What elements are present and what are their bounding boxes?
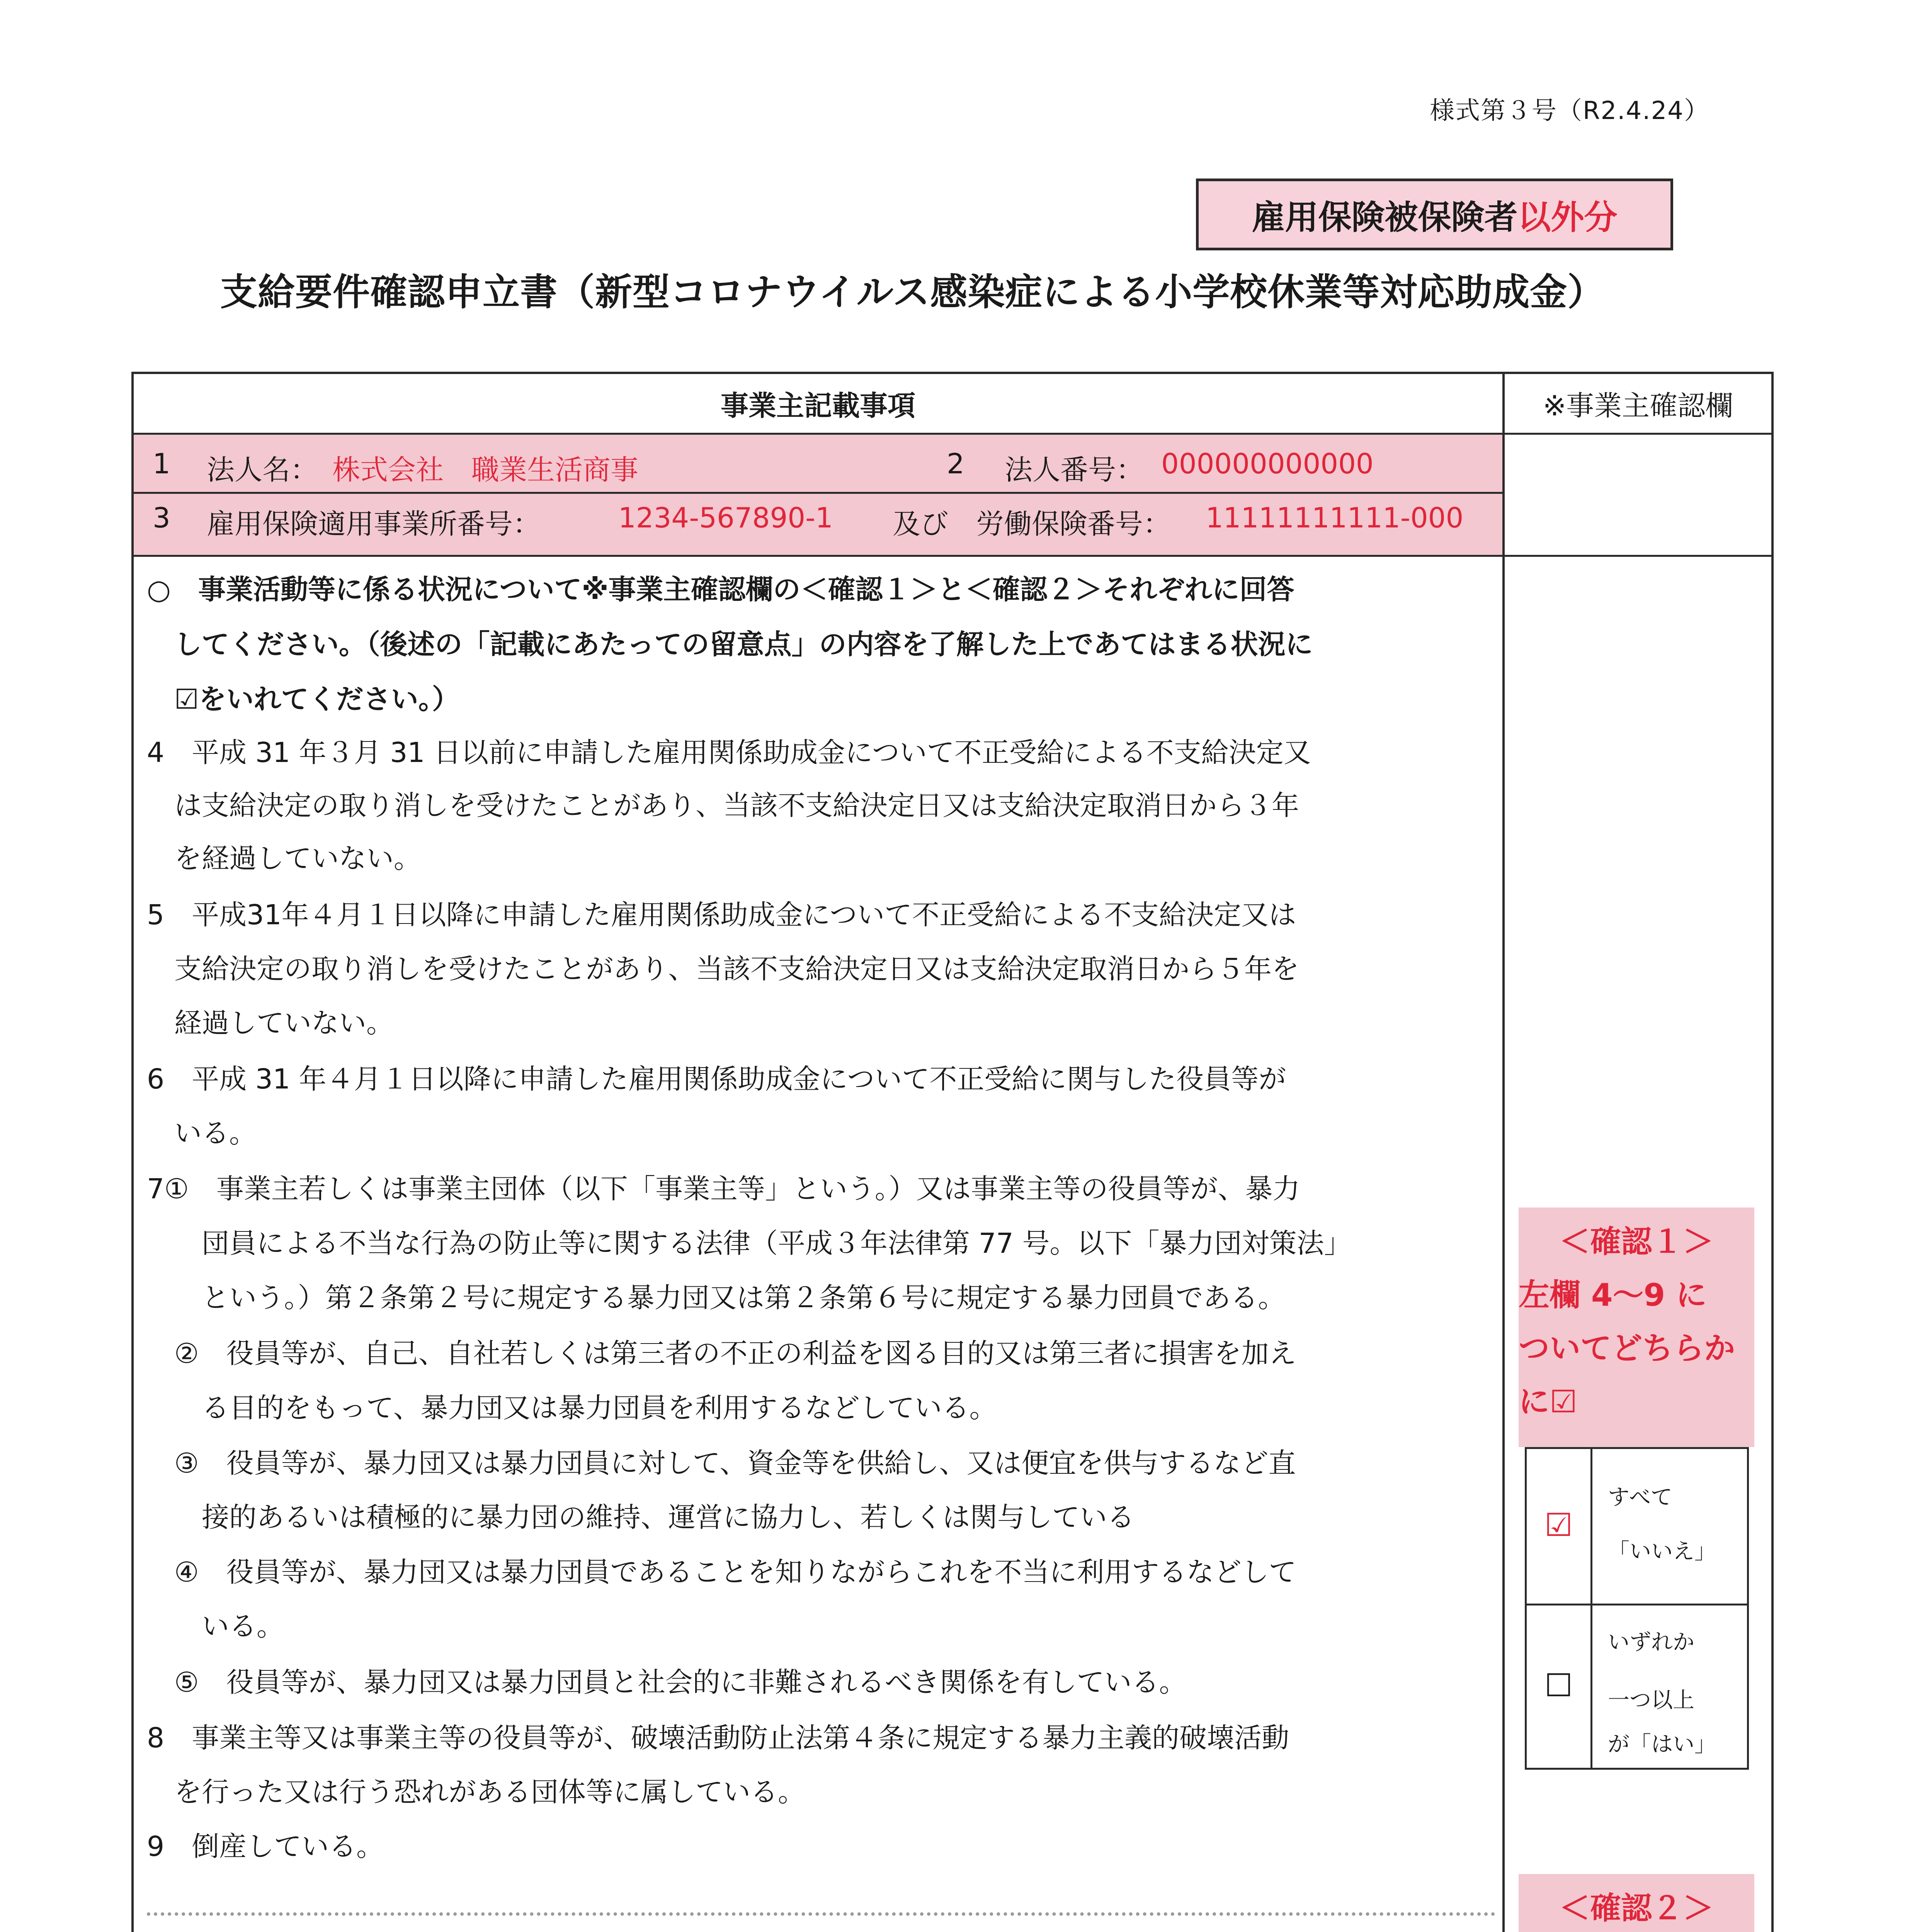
corporate-number-label: 法人番号： [1005, 454, 1144, 486]
item-line: る目的をもって、暴力団又は暴力団員を利用するなどしている。 [147, 1392, 997, 1424]
item-line: ③ 役員等が、暴力団又は暴力団員に対して、資金等を供給し、又は便宜を供与するなど直 [147, 1447, 1296, 1479]
option-label: が「はい」 [1608, 1732, 1716, 1757]
item-line: 接的あるいは積極的に暴力団の維持、運営に協力し、若しくは関与している [147, 1501, 1135, 1533]
employment-office-number-value[interactable]: 1234-567890-1 [618, 502, 833, 534]
cell-divider [1590, 1449, 1592, 1604]
option-label: すべて [1608, 1485, 1672, 1510]
checked-box-icon[interactable]: ☑ [1544, 1507, 1573, 1544]
item-line: ⑤ 役員等が、暴力団又は暴力団員と社会的に非難されるべき関係を有している。 [147, 1666, 1187, 1698]
item-line: を経過していない。 [147, 842, 422, 874]
section-separator [147, 1912, 1495, 1916]
confirm1-line: ついてどちらか [1519, 1330, 1735, 1366]
employment-office-number-label: 雇用保険適用事業所番号： [207, 508, 541, 540]
confirm1-option-all-no[interactable] [1525, 1447, 1749, 1605]
option-label: いずれか [1608, 1630, 1694, 1655]
intro-line: ○ 事業活動等に係る状況について※事業主確認欄の＜確認１＞と＜確認２＞それぞれに回答 [147, 573, 1294, 605]
row1-number-2: 2 [947, 447, 964, 480]
employer-entries-header: 事業主記載事項 [720, 389, 915, 422]
intro-line: ☑をいれてください。） [147, 683, 460, 715]
document-title: 支給要件確認申立書（新型コロナウイルス感染症による小学校休業等対応助成金） [220, 270, 1605, 314]
labor-insurance-number-label: 及び 労働保険番号： [893, 508, 1171, 540]
form-number: 様式第３号（R2.4.24） [1430, 97, 1710, 125]
confirm1-option-some-yes[interactable] [1525, 1604, 1749, 1770]
item-line: いる。 [147, 1117, 257, 1149]
column-divider [1502, 372, 1505, 1932]
row2-number: 3 [153, 502, 170, 534]
item-line: いる。 [147, 1610, 284, 1642]
confirm1-line: 左欄 4～9 に [1519, 1277, 1707, 1313]
confirm1-instructions [1519, 1208, 1754, 1447]
item-line: ② 役員等が、自己、自社若しくは第三者の不正の利益を図る目的又は第三者に損害を加え [147, 1337, 1296, 1369]
corporate-number-value[interactable]: 000000000000 [1161, 447, 1374, 480]
item-line: 4 平成 31 年３月 31 日以前に申請した雇用関係助成金について不正受給による不支給決定又 [147, 736, 1311, 769]
cell-divider [1590, 1605, 1592, 1768]
labor-insurance-number-value[interactable]: 11111111111-000 [1206, 502, 1464, 534]
row1-number: 1 [153, 447, 170, 480]
badge-suffix: 以外分 [1517, 198, 1618, 237]
unchecked-box-icon[interactable]: ☐ [1544, 1667, 1573, 1704]
option-label: 「いいえ」 [1608, 1539, 1716, 1564]
confirm2-heading: ＜確認２＞ [1559, 1890, 1714, 1926]
corporate-name-label: 法人名： [207, 454, 318, 486]
employer-confirm-header: ※事業主確認欄 [1543, 389, 1733, 422]
item-line: という。）第２条第２号に規定する暴力団又は第２条第６号に規定する暴力団員である。 [147, 1282, 1286, 1314]
item-line: 団員による不当な行為の防止等に関する法律（平成３年法律第 77 号。以下「暴力団対策法」 [147, 1227, 1352, 1259]
category-badge [1196, 179, 1673, 250]
item-line: 5 平成31年４月１日以降に申請した雇用関係助成金について不正受給による不支給決定又は [147, 899, 1296, 931]
badge-prefix: 雇用保険被保険者 [1252, 198, 1518, 237]
item-line: 8 事業主等又は事業主等の役員等が、破壊活動防止法第４条に規定する暴力主義的破壊活動 [147, 1722, 1289, 1754]
item-line: 9 倒産している。 [147, 1830, 384, 1862]
row-divider [134, 555, 1771, 557]
item-line: を行った又は行う恐れがある団体等に属している。 [147, 1776, 806, 1808]
item-line: 6 平成 31 年４月１日以降に申請した雇用関係助成金について不正受給に関与した役員等が [147, 1063, 1286, 1095]
item-line: ④ 役員等が、暴力団又は暴力団員であることを知りながらこれを不当に利用するなどして [147, 1556, 1296, 1588]
item-line: 7① 事業主若しくは事業主団体（以下「事業主等」という。）又は事業主等の役員等が、暴力 [147, 1173, 1300, 1205]
confirm1-line: に☑ [1519, 1384, 1577, 1420]
confirm1-heading: ＜確認１＞ [1559, 1224, 1714, 1260]
corporate-name-value[interactable]: 株式会社 職業生活商事 [332, 454, 639, 486]
intro-line: してください。（後述の「記載にあたっての留意点」の内容を了解した上であてはまる状況に [147, 628, 1313, 660]
option-label: 一つ以上 [1608, 1688, 1694, 1713]
item-line: 経過していない。 [147, 1007, 394, 1039]
item-line: 支給決定の取り消しを受けたことがあり、当該不支給決定日又は支給決定取消日から５年を [147, 953, 1300, 985]
confirm2-instructions [1519, 1874, 1754, 1932]
item-line: は支給決定の取り消しを受けたことがあり、当該不支給決定日又は支給決定取消日から３年 [147, 789, 1300, 821]
